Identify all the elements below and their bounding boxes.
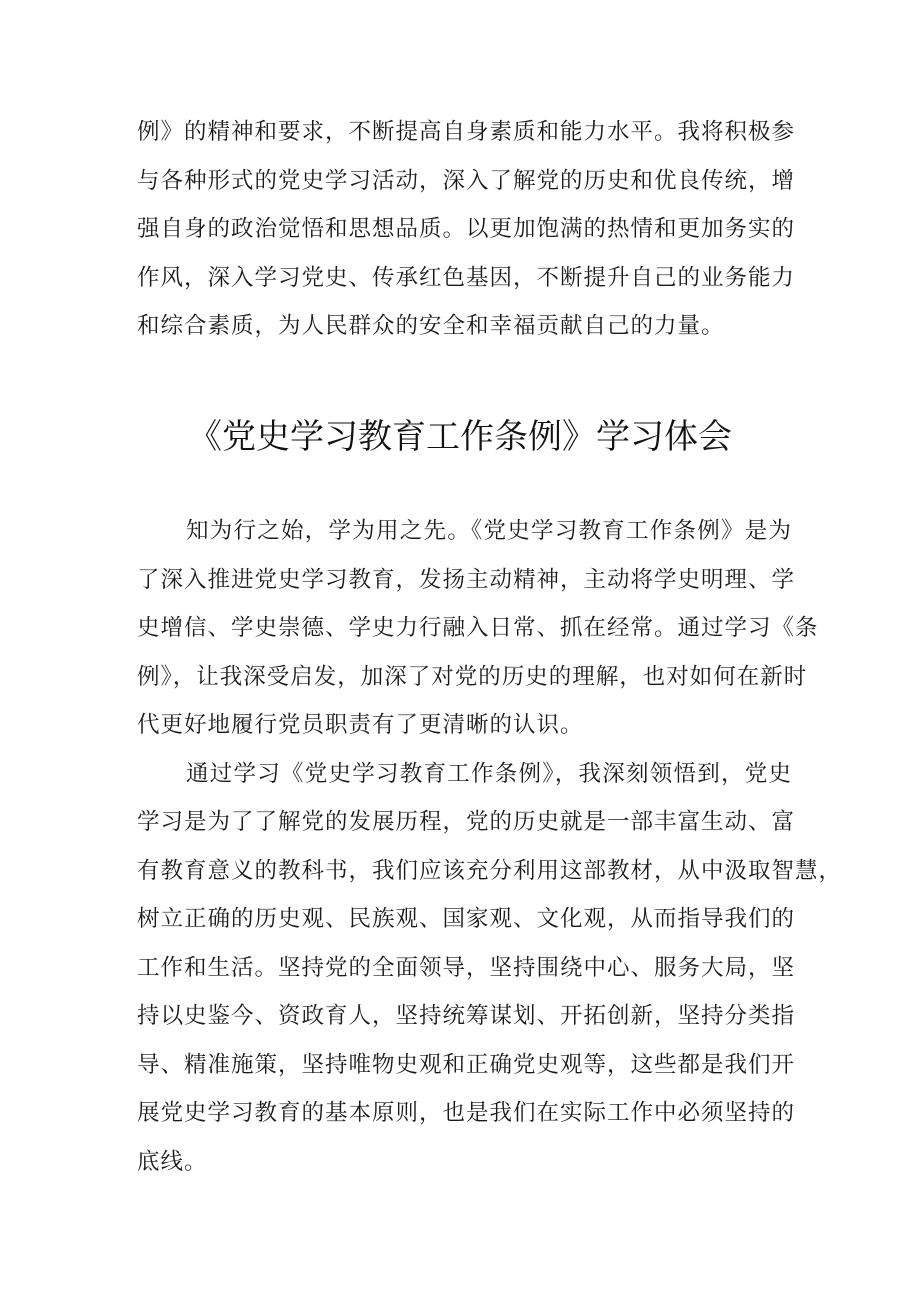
intro-line-2: 与各种形式的党史学习活动，深入了解党的历史和优良传统，增	[137, 168, 796, 194]
intro-line-5: 和综合素质，为人民群众的安全和幸福贡献自己的力量。	[137, 313, 725, 339]
intro-line-1: 例》的精神和要求，不断提高自身素质和能力水平。我将积极参	[137, 119, 796, 145]
paragraph2-line-7: 导、精准施策，坚持唯物史观和正确党史观等，这些都是我们开	[137, 1052, 796, 1078]
paragraph1-line-4: 例》，让我深受启发，加深了对党的历史的理解，也对如何在新时	[137, 664, 808, 690]
paragraph2-line-6: 持以史鉴今、资政育人，坚持统筹谋划、开拓创新，坚持分类指	[137, 1003, 796, 1029]
paragraph2-line-3: 有教育意义的教科书，我们应该充分利用这部教材，从中汲取智慧，	[137, 858, 843, 884]
paragraph2-line-9: 底线。	[137, 1149, 208, 1175]
intro-line-3: 强自身的政治觉悟和思想品质。以更加饱满的热情和更加务实的	[137, 216, 796, 242]
paragraph2-line-8: 展党史学习教育的基本原则，也是我们在实际工作中必须坚持的	[137, 1100, 796, 1126]
paragraph2-line-1: 通过学习《党史学习教育工作条例》，我深刻领悟到，党史	[186, 761, 792, 787]
paragraph2-line-4: 树立正确的历史观、民族观、国家观、文化观，从而指导我们的	[137, 906, 796, 932]
paragraph1-line-3: 史增信、学史崇德、学史力行融入日常、抓在经常。通过学习《条	[137, 615, 819, 641]
paragraph1-line-1: 知为行之始，学为用之先。《党史学习教育工作条例》是为	[186, 518, 792, 544]
paragraph2-line-2: 学习是为了了解党的发展历程，党的历史就是一部丰富生动、富	[137, 809, 796, 835]
paragraph1-line-2: 了深入推进党史学习教育，发扬主动精神，主动将学史明理、学	[137, 567, 796, 593]
intro-line-4: 作风，深入学习党史、传承红色基因，不断提升自己的业务能力	[137, 265, 796, 291]
paragraph2-line-5: 工作和生活。坚持党的全面领导，坚持围绕中心、服务大局，坚	[137, 955, 796, 981]
paragraph1-line-5: 代更好地履行党员职责有了更清晰的认识。	[137, 712, 584, 738]
article-title: 《党史学习教育工作条例》学习体会	[188, 417, 732, 457]
